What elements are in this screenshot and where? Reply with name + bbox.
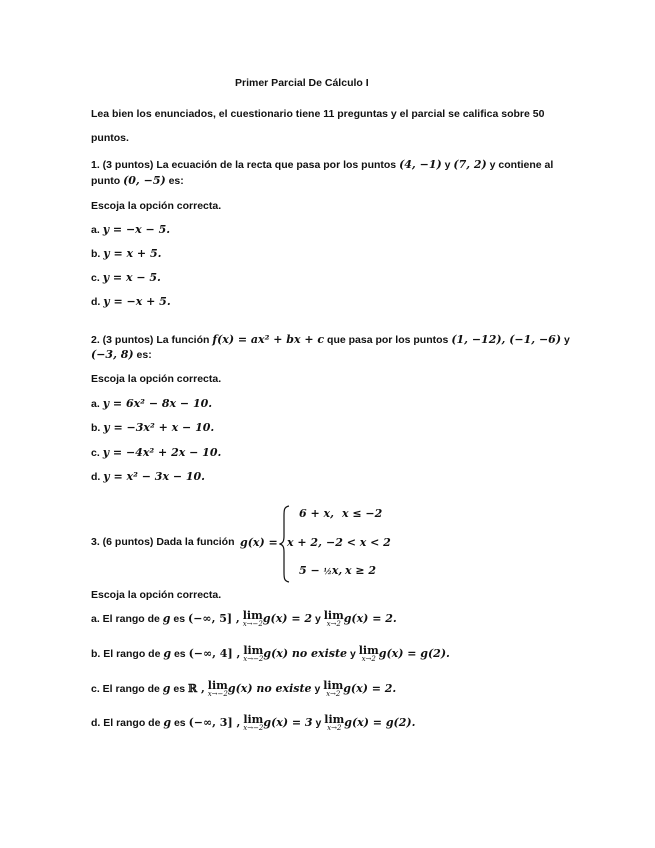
q1-option-c[interactable] xyxy=(91,271,161,284)
option-math: y = −4x² + 2x − 10. xyxy=(102,446,222,459)
option-math: y = 6x² − 8x − 10. xyxy=(102,397,213,410)
limit-2-value: g(x) = g(2). xyxy=(344,715,416,729)
and-text: y xyxy=(312,716,325,729)
option-letter: c. xyxy=(91,272,100,284)
lim-subscript: x→−2 xyxy=(242,620,263,628)
limit-2-value: g(x) = 2. xyxy=(343,611,397,625)
g-symbol: g xyxy=(163,646,172,660)
piece-3-expr-a: 5 − xyxy=(299,564,324,577)
q1-text: 1. (3 puntos) La ecuación de la recta que pasa por los puntos xyxy=(91,159,400,171)
lim-word: lim xyxy=(358,644,379,657)
es-text: es xyxy=(171,716,189,729)
piece-1-cond: x ≤ −2 xyxy=(342,507,383,520)
page-title: Primer Parcial De Cálculo I xyxy=(235,77,369,89)
lim-subscript: x→−2 xyxy=(207,690,228,698)
range: (−∞, 4] , xyxy=(188,646,241,660)
lim-subscript: x→2 xyxy=(327,724,342,732)
option-label: b. El rango de xyxy=(91,647,164,660)
q2-points: (1, −12), (−1, −6) xyxy=(451,333,562,346)
lim-word: lim xyxy=(242,609,263,622)
piece-3-fraction: ½ xyxy=(323,566,332,576)
q2-text-2: que pasa por los puntos xyxy=(324,334,452,346)
lim-subscript: x→−2 xyxy=(243,724,264,732)
q2-option-d[interactable] xyxy=(91,470,205,483)
limit-x-to-neg2 xyxy=(243,645,263,663)
q1-option-b[interactable] xyxy=(91,247,161,260)
option-label: a. El rango de xyxy=(91,612,163,625)
q3-statement xyxy=(91,536,235,548)
option-math: y = −3x² + x − 10. xyxy=(103,421,215,434)
option-letter: a. xyxy=(91,224,100,236)
piece-2-expr: x + 2, xyxy=(287,536,322,549)
q2-text-3: y xyxy=(561,334,570,346)
q1-option-d[interactable] xyxy=(91,295,171,308)
option-letter: c. xyxy=(91,447,100,459)
intro-line-2: puntos. xyxy=(91,132,129,144)
and-text: y xyxy=(311,682,324,695)
g-symbol: g xyxy=(162,611,171,625)
option-letter: a. xyxy=(91,398,100,410)
q1-option-a[interactable] xyxy=(91,223,170,236)
g-symbol: g xyxy=(162,681,171,695)
q3-option-d[interactable] xyxy=(91,714,415,732)
q3-option-b[interactable] xyxy=(91,645,450,663)
lim-word: lim xyxy=(243,644,264,657)
q2-option-c[interactable] xyxy=(91,446,221,459)
q1-statement-line-2 xyxy=(91,174,184,187)
es-text: es xyxy=(170,682,188,695)
q1-point-2: (7, 2) xyxy=(453,158,487,171)
q2-statement-line-2 xyxy=(91,348,152,361)
lim-subscript: x→−2 xyxy=(243,655,264,663)
range: ℝ , xyxy=(188,681,205,695)
q1-text-2: y contiene al xyxy=(486,159,554,171)
option-math: y = x² − 3x − 10. xyxy=(103,470,206,483)
q3-piecewise xyxy=(279,504,419,584)
lim-word: lim xyxy=(323,679,344,692)
option-letter: d. xyxy=(91,471,101,483)
and-text: y xyxy=(312,612,324,625)
lim-subscript: x→2 xyxy=(361,655,376,663)
limit-x-to-neg2 xyxy=(243,610,263,628)
q2-text: 2. (3 puntos) La función xyxy=(91,334,213,346)
option-math: y = x + 5. xyxy=(103,247,162,260)
limit-2-value: g(x) = g(2). xyxy=(378,646,450,660)
q2-function: f(x) = ax² + bx + c xyxy=(212,333,325,346)
q3-function-name: g(x) = xyxy=(240,536,278,549)
q1-and: y xyxy=(441,159,454,171)
piece-3-expr xyxy=(299,564,342,577)
option-letter: b. xyxy=(91,422,101,434)
option-letter: b. xyxy=(91,248,101,260)
lim-subscript: x→2 xyxy=(326,620,341,628)
option-label: d. El rango de xyxy=(91,716,164,729)
es-text: es xyxy=(170,612,188,625)
q2-option-a[interactable] xyxy=(91,397,212,410)
q1-text-3: punto xyxy=(91,175,124,187)
q3-text: 3. (6 puntos) Dada la función xyxy=(91,536,235,548)
es-text: es xyxy=(171,647,189,660)
lim-subscript: x→2 xyxy=(326,690,341,698)
lim-word: lim xyxy=(323,609,344,622)
q3-option-a[interactable] xyxy=(91,610,397,628)
q1-point-1: (4, −1) xyxy=(399,158,442,171)
limit-x-to-2 xyxy=(324,714,344,732)
q2-text-4: es: xyxy=(133,349,152,361)
lim-word: lim xyxy=(243,713,264,726)
intro-line-1: Lea bien los enunciados, el cuestionario tiene 11 preguntas y el parcial se califica sobre 50 xyxy=(91,108,545,120)
limit-x-to-2 xyxy=(359,645,379,663)
range: (−∞, 5] , xyxy=(188,611,240,625)
limit-2-value: g(x) = 2. xyxy=(343,681,397,695)
q2-point-3: (−3, 8) xyxy=(91,348,134,361)
limit-x-to-2 xyxy=(323,680,343,698)
limit-x-to-neg2 xyxy=(243,714,263,732)
lim-word: lim xyxy=(207,679,228,692)
piece-3-cond: x ≥ 2 xyxy=(345,564,377,577)
g-symbol: g xyxy=(163,715,172,729)
limit-1-value: g(x) no existe xyxy=(227,681,312,695)
q2-option-b[interactable] xyxy=(91,421,214,434)
option-letter: d. xyxy=(91,296,101,308)
limit-1-value: g(x) no existe xyxy=(263,646,348,660)
option-math: y = −x + 5. xyxy=(103,295,171,308)
q3-choose-instruction: Escoja la opción correcta. xyxy=(91,589,222,601)
lim-word: lim xyxy=(324,713,345,726)
option-math: y = x − 5. xyxy=(102,271,161,284)
limit-1-value: g(x) = 2 xyxy=(262,611,313,625)
limit-x-to-neg2 xyxy=(208,680,228,698)
piece-3-expr-b: x, xyxy=(331,564,343,577)
q2-choose-instruction: Escoja la opción correcta. xyxy=(91,373,222,385)
q1-choose-instruction: Escoja la opción correcta. xyxy=(91,200,222,212)
limit-x-to-2 xyxy=(324,610,344,628)
q3-option-c[interactable] xyxy=(91,680,396,698)
piece-2-cond: −2 < x < 2 xyxy=(326,536,391,549)
and-text: y xyxy=(347,647,359,660)
q1-point-3: (0, −5) xyxy=(123,174,166,187)
option-math: y = −x − 5. xyxy=(102,223,171,236)
limit-1-value: g(x) = 3 xyxy=(263,715,313,729)
q1-text-4: es: xyxy=(165,175,184,187)
q1-statement-line-1 xyxy=(91,158,553,171)
option-label: c. El rango de xyxy=(91,682,163,695)
range: (−∞, 3] , xyxy=(188,715,241,729)
piece-1-expr: 6 + x, xyxy=(299,507,334,520)
q2-statement-line-1 xyxy=(91,333,570,346)
